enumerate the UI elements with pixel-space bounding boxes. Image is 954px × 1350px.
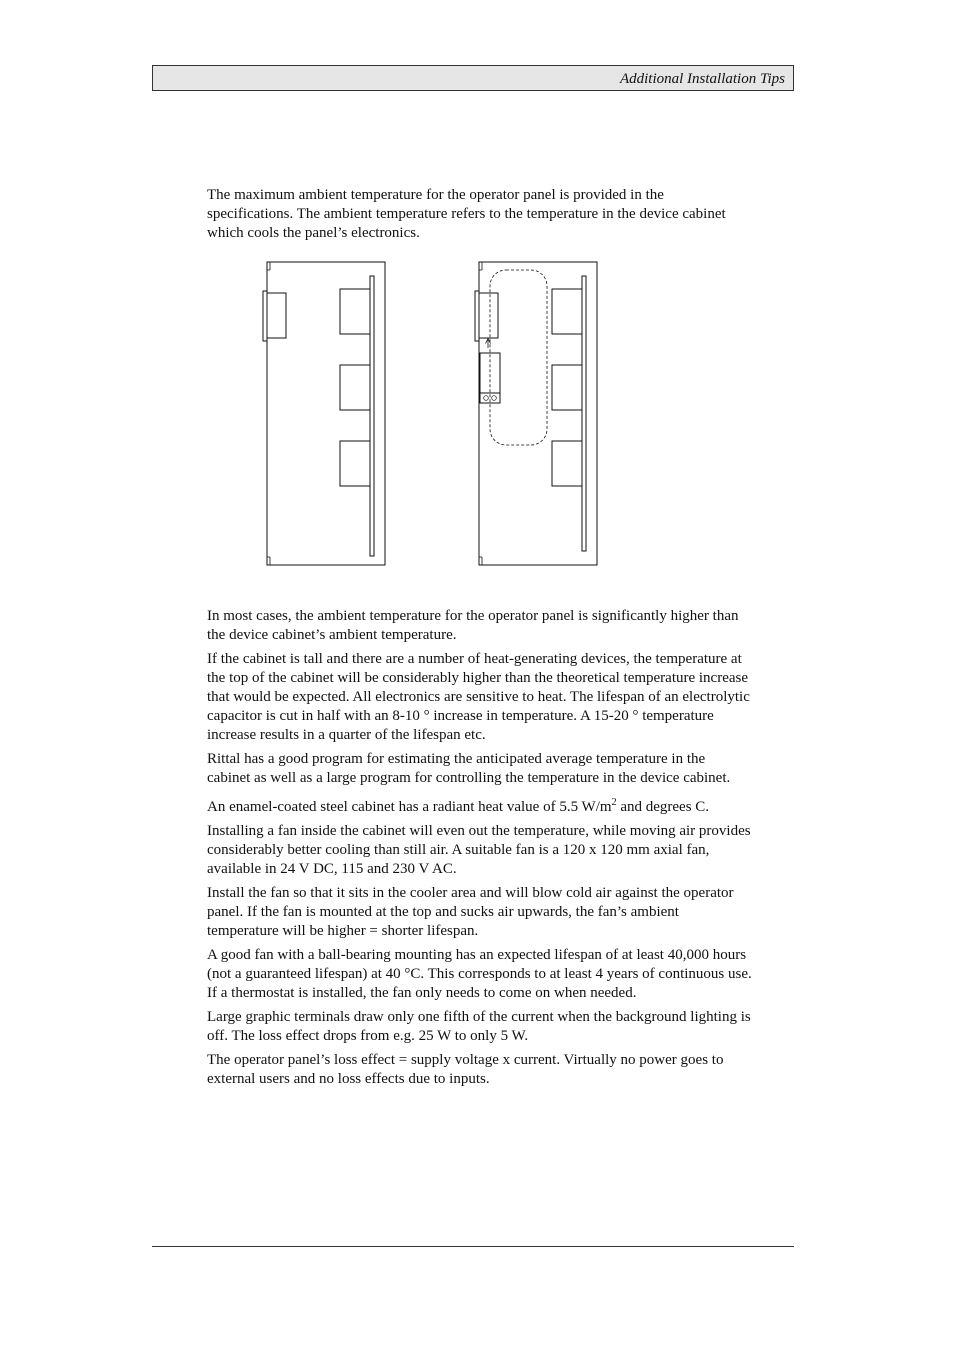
operator-panel-left-bezel: [263, 291, 267, 341]
radiant-heat-text-end: and degrees C.: [616, 799, 710, 815]
device-right-1: [552, 289, 582, 334]
body-text: [207, 607, 752, 1094]
paragraph: Rittal has a good program for estimating the anticipated average temperature in the cabinet as well as a large program for controlling the temperature in the device cabinet.: [207, 751, 731, 786]
airflow-loop: [490, 270, 547, 445]
paragraph: Install the fan so that it sits in the cooler area and will blow cold air against the operator panel. If the fan is mounted at the top and sucks air upwards, the fan’s ambient temperature will be higher = shorter lifespan.: [207, 885, 734, 939]
paragraph: A good fan with a ball-bearing mounting has an expected lifespan of at least 40,000 hours (not a guaranteed lifespan) at 40 °C. This corresponds to at least 4 years of continuous use. If a thermostat is installed, the fan only needs to come on when needed.: [207, 947, 752, 1001]
paragraph: If the cabinet is tall and there are a number of heat-generating devices, the temperature at the top of the cabinet will be considerably higher than the theoretical temperature increase that would be expected. All electronics are sensitive to heat. The lifespan of an electrolytic capacitor is cut in half with an 8-10 ° increase in temperature. A 15-20 ° temperature increase results in a quarter of the lifespan etc.: [207, 651, 750, 743]
device-left-2: [340, 365, 370, 410]
paragraph: Large graphic terminals draw only one fifth of the current when the background lighting is off. The loss effect drops from e.g. 25 W to only 5 W.: [207, 1009, 751, 1044]
intro-paragraph: The maximum ambient temperature for the operator panel is provided in the specifications. The ambient temperature refers to the temperature in the device cabinet which cools the panel’s electronics.: [207, 187, 726, 241]
mounting-rail-left: [370, 276, 374, 556]
cabinet-with-fan: [475, 262, 597, 565]
cabinet-left-outline: [267, 262, 385, 565]
operator-panel-right: [479, 293, 498, 338]
radiant-heat-text: An enamel-coated steel cabinet has a radiant heat value of 5.5 W/m: [207, 799, 612, 815]
device-left-3: [340, 441, 370, 486]
device-right-2: [552, 365, 582, 410]
fan-rotor-2: [492, 396, 497, 401]
cabinet-diagram: [258, 258, 608, 573]
page-header: [152, 65, 794, 91]
paragraph-radiant-heat: [207, 793, 752, 817]
cabinet-without-fan: [263, 262, 385, 565]
unit-superscript: 2: [611, 797, 617, 808]
header-title: Additional Installation Tips: [619, 71, 785, 87]
device-left-1: [340, 289, 370, 334]
paragraph: In most cases, the ambient temperature for the operator panel is significantly higher than the device cabinet’s ambient temperature.: [207, 608, 739, 643]
operator-panel-left: [267, 293, 286, 338]
paragraph: Installing a fan inside the cabinet will even out the temperature, while moving air provides considerably better cooling than still air. A suitable fan is a 120 x 120 mm axial fan, available in 24 V DC, 115 and 230 V AC.: [207, 823, 751, 877]
footer-rule: [152, 1246, 794, 1247]
device-right-3: [552, 441, 582, 486]
mounting-rail-right: [582, 276, 586, 551]
cabinet-right-outline: [479, 262, 597, 565]
paragraph: The operator panel’s loss effect = supply voltage x current. Virtually no power goes to external users and no loss effects due to inputs.: [207, 1052, 724, 1087]
fan-rotor-1: [484, 396, 489, 401]
operator-panel-right-bezel: [475, 291, 479, 341]
